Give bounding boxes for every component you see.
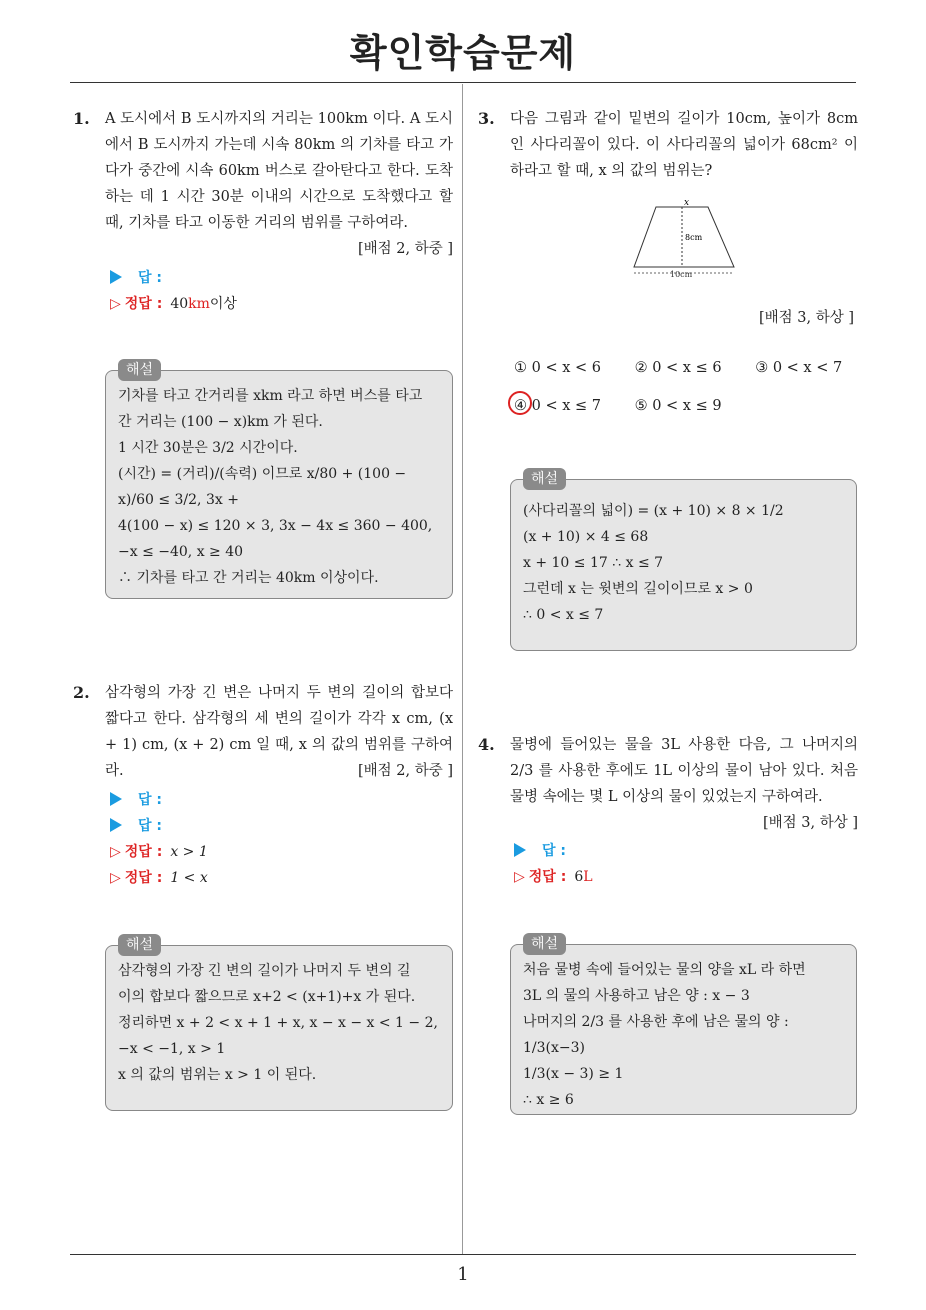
- solution-line: 4(100 − x) ≤ 120 × 3, 3x − 4x ≤ 360 − 400,: [118, 518, 433, 534]
- solution-line: 1 시간 30분은 3/2 시간이다.: [118, 440, 298, 456]
- answer-row[interactable]: [110, 265, 237, 291]
- q4-answers: [514, 838, 593, 890]
- choice-5[interactable]: ⑤ 0 < x ≤ 9: [634, 398, 722, 414]
- answer-row[interactable]: [514, 838, 593, 864]
- page-title: 확인학습문제: [349, 31, 577, 75]
- solution-tag: 해설: [118, 934, 161, 956]
- top-rule: [70, 82, 856, 83]
- question-4: [478, 732, 858, 836]
- correct-value: 1 < x: [170, 870, 208, 886]
- solution-tag: 해설: [523, 468, 566, 490]
- solution-line: −x ≤ −40, x ≥ 40: [118, 544, 244, 560]
- solution-line: x 의 값의 범위는 x > 1 이 된다.: [118, 1067, 317, 1083]
- q2-answers: [110, 787, 208, 891]
- play-triangle-icon: [110, 270, 122, 284]
- question-3: [478, 106, 858, 184]
- correct-unit: km: [188, 296, 210, 312]
- question-number: 3.: [478, 109, 495, 128]
- solution-line: 처음 물병 속에 들어있는 물의 양을 xL 라 하면: [523, 962, 806, 978]
- solution-line: x + 10 ≤ 17 ∴ x ≤ 7: [523, 555, 664, 571]
- solution-tag: 해설: [118, 359, 161, 381]
- solution-line: 간 거리는 (100 − x)km 가 된다.: [118, 414, 323, 430]
- play-triangle-icon: [110, 792, 122, 806]
- answer-label: 답 :: [138, 270, 162, 286]
- q4-solution-box: [510, 936, 857, 1115]
- choice-2[interactable]: ② 0 < x ≤ 6: [634, 360, 722, 376]
- answer-label: 답 :: [138, 792, 162, 808]
- outline-triangle-icon: ▷: [110, 844, 121, 860]
- solution-line: (x + 10) × 4 ≤ 68: [523, 529, 649, 545]
- question-text: 삼각형의 가장 긴 변은 나머지 두 변의 길이의 합보다 짧다고 한다. 삼각형의 세 변의 길이가 각각 x cm, (x + 1) cm, (x + 2) cm 일 때, x 의 값의 범위를 구하여라.: [105, 685, 453, 779]
- q2-solution-box: [105, 937, 453, 1111]
- correct-value: x > 1: [170, 844, 208, 860]
- page-number: 1: [457, 1264, 469, 1285]
- solution-line: 1/3(x − 3) ≥ 1: [523, 1066, 624, 1082]
- correct-unit: L: [583, 869, 593, 885]
- q3-points-wrap: [510, 305, 854, 331]
- correct-label: 정답 :: [528, 869, 567, 885]
- choice-4[interactable]: ④ 0 < x ≤ 7: [514, 393, 630, 419]
- figure-height-label: 8cm: [685, 233, 703, 242]
- solution-line: 기차를 타고 간거리를 xkm 라고 하면 버스를 타고: [118, 388, 423, 404]
- column-divider: [462, 84, 463, 1254]
- correct-value: 40: [170, 296, 189, 312]
- question-1: [73, 106, 453, 262]
- correct-label: 정답 :: [124, 844, 163, 860]
- trapezoid-figure: [628, 195, 740, 277]
- question-points: [배점 2, 하중 ]: [357, 241, 453, 257]
- choice-1[interactable]: ① 0 < x < 6: [514, 360, 601, 376]
- answer-row[interactable]: [110, 813, 208, 839]
- question-text: 물병에 들어있는 물을 3L 사용한 다음, 그 나머지의 2/3 를 사용한 후에도 1L 이상의 물이 남아 있다. 처음 물병 속에는 몇 L 이상의 물이 있었는지 구하여라.: [510, 737, 858, 805]
- correct-suffix: 이상: [209, 296, 237, 312]
- question-text: A 도시에서 B 도시까지의 거리는 100km 이다. A 도시에서 B 도시까지 가는데 시속 80km 의 기차를 타고 가다가 중간에 시속 60km 버스로 갈아탄다고 한다. 도착하는 데 1 시간 30분 이내의 시간으로 도착했다고 할 때, 기차를 타고 이동한 거리의 범위를 구하여라.: [105, 111, 453, 231]
- question-points: [배점 3, 하상 ]: [758, 310, 854, 326]
- correct-label: 정답 :: [124, 296, 163, 312]
- answer-row[interactable]: [110, 787, 208, 813]
- correct-answer-row: [110, 291, 237, 317]
- solution-line: ∴ 0 < x ≤ 7: [523, 607, 604, 623]
- question-points: [배점 3, 하상 ]: [762, 815, 858, 831]
- answer-label: 답 :: [138, 818, 162, 834]
- question-number: 1.: [73, 109, 90, 128]
- solution-line: 이의 합보다 짧으므로 x+2 < (x+1)+x 가 된다.: [118, 989, 416, 1005]
- solution-line: 3L 의 물의 사용하고 남은 양 : x − 3: [523, 988, 750, 1004]
- choice-3[interactable]: ③ 0 < x < 7: [755, 360, 843, 376]
- question-2: [73, 680, 453, 784]
- correct-answer-row: [110, 865, 208, 891]
- solution-line: ∴ x ≥ 6: [523, 1092, 574, 1108]
- solution-line: 나머지의 2/3 를 사용한 후에 남은 물의 양 : 1/3(x−3): [523, 1014, 789, 1056]
- play-triangle-icon: [110, 818, 122, 832]
- question-points: [배점 2, 하중 ]: [357, 763, 453, 779]
- answer-label: 답 :: [542, 843, 566, 859]
- outline-triangle-icon: ▷: [110, 296, 121, 312]
- figure-base-label: 10cm: [670, 270, 693, 277]
- correct-value: 6: [574, 869, 584, 885]
- correct-answer-row: [514, 864, 593, 890]
- solution-line: (사다리꼴의 넓이) = (x + 10) × 8 × 1/2: [523, 503, 784, 519]
- solution-line: ∴ 기차를 타고 간 거리는 40km 이상이다.: [118, 570, 379, 586]
- question-number: 4.: [478, 735, 495, 754]
- correct-answer-row: [110, 839, 208, 865]
- figure-top-label: x: [684, 198, 690, 208]
- bottom-rule: [70, 1254, 856, 1255]
- solution-tag: 해설: [523, 933, 566, 955]
- solution-line: (시간) = (거리)/(속력) 이므로 x/80 + (100 − x)/60 ≤ 3/2, 3x +: [118, 466, 407, 508]
- solution-line: 삼각형의 가장 긴 변의 길이가 나머지 두 변의 길: [118, 963, 411, 979]
- outline-triangle-icon: ▷: [110, 870, 121, 886]
- q1-solution-box: [105, 362, 453, 599]
- correct-label: 정답 :: [124, 870, 163, 886]
- solution-line: 그런데 x 는 윗변의 길이이므로 x > 0: [523, 581, 753, 597]
- question-number: 2.: [73, 683, 90, 702]
- q3-choices: [514, 355, 871, 419]
- q3-solution-box: [510, 471, 857, 651]
- q1-answers: [110, 265, 237, 317]
- play-triangle-icon: [514, 843, 526, 857]
- outline-triangle-icon: ▷: [514, 869, 525, 885]
- solution-line: −x < −1, x > 1: [118, 1041, 226, 1057]
- question-text: 다음 그림과 같이 밑변의 길이가 10cm, 높이가 8cm 인 사다리꼴이 있다. 이 사다리꼴의 넓이가 68cm² 이하라고 할 때, x 의 값의 범위는?: [510, 111, 858, 179]
- selected-circle-icon: [508, 391, 532, 415]
- solution-line: 정리하면 x + 2 < x + 1 + x, x − x − x < 1 − 2,: [118, 1015, 438, 1031]
